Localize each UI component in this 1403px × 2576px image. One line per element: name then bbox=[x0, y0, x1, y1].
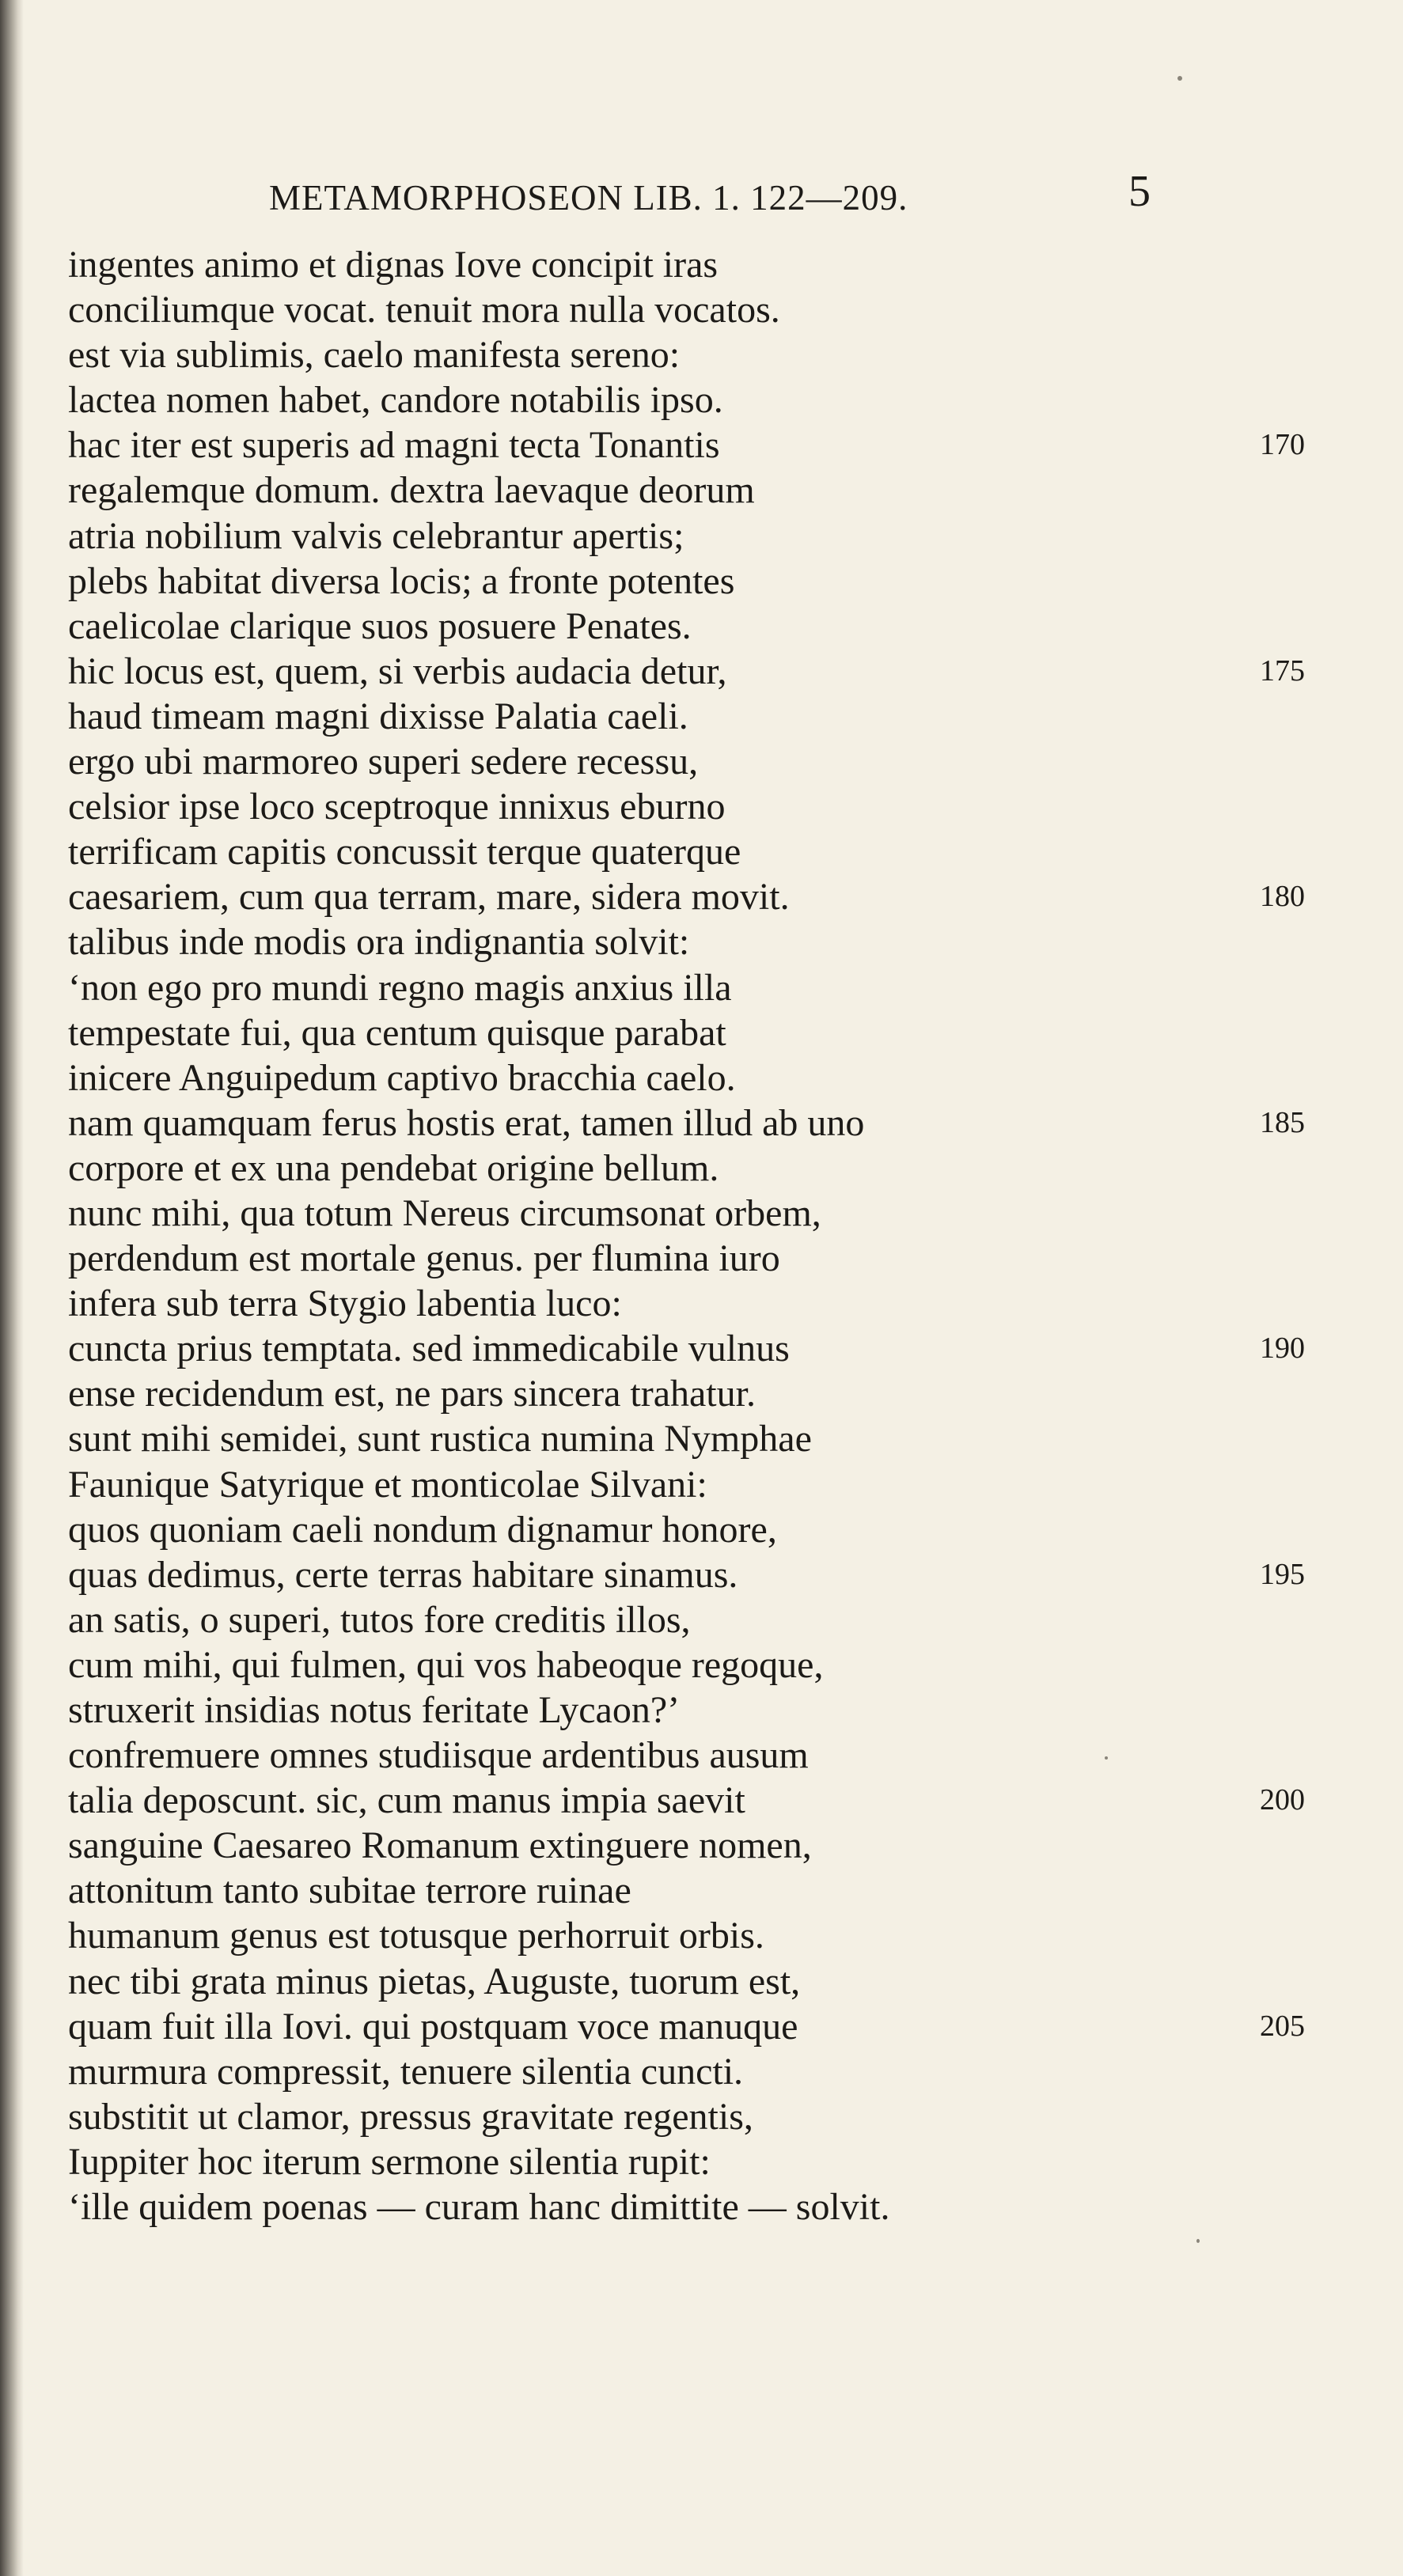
verse-text: ingentes animo et dignas Iove concipit iras bbox=[68, 244, 719, 286]
verse-line bbox=[68, 1733, 1303, 1778]
verse-text: confremuere omnes studiisque ardentibus ausum bbox=[68, 1734, 809, 1777]
verse-line bbox=[68, 559, 1303, 604]
verse-text: lactea nomen habet, candore notabilis ipso. bbox=[68, 379, 723, 422]
verse-line bbox=[68, 1100, 1303, 1146]
verse-text: quos quoniam caeli nondum dignamur honore, bbox=[68, 1508, 777, 1551]
verse-text: infera sub terra Stygio labentia luco: bbox=[68, 1282, 622, 1325]
poem-text bbox=[68, 242, 1303, 2229]
verse-text: humanum genus est totusque perhorruit orbis. bbox=[68, 1915, 764, 1957]
verse-line bbox=[68, 784, 1303, 829]
verse-line bbox=[68, 1868, 1303, 1913]
verse-line bbox=[68, 2139, 1303, 2184]
running-title: METAMORPHOSEON LIB. 1. 122—209. bbox=[269, 178, 908, 218]
verse-line bbox=[68, 965, 1303, 1010]
verse-line bbox=[68, 2184, 1303, 2229]
line-number: 200 bbox=[1260, 1783, 1305, 1817]
verse-line bbox=[68, 649, 1303, 694]
verse-line bbox=[68, 874, 1303, 919]
verse-text: talia deposcunt. sic, cum manus impia saevit bbox=[68, 1779, 745, 1822]
page-number: 5 bbox=[1128, 167, 1151, 216]
verse-line bbox=[68, 2049, 1303, 2094]
verse-text: terrificam capitis concussit terque quaterque bbox=[68, 831, 741, 873]
line-number: 185 bbox=[1260, 1105, 1305, 1139]
verse-text: Faunique Satyrique et monticolae Silvani: bbox=[68, 1463, 707, 1506]
verse-text: sunt mihi semidei, sunt rustica numina Nymphae bbox=[68, 1418, 812, 1460]
verse-text: struxerit insidias notus feritate Lycaon?’ bbox=[68, 1689, 681, 1731]
verse-line bbox=[68, 1913, 1303, 1958]
verse-line bbox=[68, 694, 1303, 739]
line-number: 175 bbox=[1260, 653, 1305, 688]
verse-text: caelicolae clarique suos posuere Penates. bbox=[68, 604, 692, 647]
verse-line bbox=[68, 1552, 1303, 1597]
verse-text: hac iter est superis ad magni tecta Tonantis bbox=[68, 424, 720, 467]
verse-line bbox=[68, 468, 1303, 513]
verse-text: cum mihi, qui fulmen, qui vos habeoque regoque, bbox=[68, 1643, 824, 1686]
verse-text: conciliumque vocat. tenuit mora nulla vocatos. bbox=[68, 289, 780, 331]
verse-text: Iuppiter hoc iterum sermone silentia rupit: bbox=[68, 2140, 711, 2183]
verse-text: ergo ubi marmoreo superi sedere recessu, bbox=[68, 741, 699, 783]
verse-text: cuncta prius temptata. sed immedicabile vulnus bbox=[68, 1328, 790, 1370]
verse-text: haud timeam magni dixisse Palatia caeli. bbox=[68, 695, 688, 737]
verse-line bbox=[68, 919, 1303, 964]
paper-speck bbox=[1196, 2239, 1200, 2243]
verse-line bbox=[68, 1823, 1303, 1868]
verse-line bbox=[68, 1010, 1303, 1055]
verse-text: substitit ut clamor, pressus gravitate regentis, bbox=[68, 2095, 753, 2138]
verse-line bbox=[68, 1371, 1303, 1416]
page-edge-shadow bbox=[0, 0, 24, 2576]
verse-text: hic locus est, quem, si verbis audacia detur, bbox=[68, 650, 727, 692]
verse-text: regalemque domum. dextra laevaque deorum bbox=[68, 469, 755, 512]
line-number: 170 bbox=[1260, 428, 1305, 462]
verse-line bbox=[68, 2094, 1303, 2139]
verse-text: corpore et ex una pendebat origine bellum. bbox=[68, 1146, 719, 1189]
verse-line bbox=[68, 1146, 1303, 1191]
verse-text: nec tibi grata minus pietas, Auguste, tuorum est, bbox=[68, 1960, 801, 2002]
verse-line bbox=[68, 1597, 1303, 1642]
verse-text: an satis, o superi, tutos fore creditis illos, bbox=[68, 1598, 691, 1641]
verse-line bbox=[68, 422, 1303, 468]
verse-text: atria nobilium valvis celebrantur apertis; bbox=[68, 514, 684, 557]
verse-text: murmura compressit, tenuere silentia cuncti. bbox=[68, 2050, 744, 2093]
verse-line bbox=[68, 1462, 1303, 1507]
verse-text: plebs habitat diversa locis; a fronte potentes bbox=[68, 559, 735, 602]
verse-line bbox=[68, 377, 1303, 422]
verse-line bbox=[68, 1236, 1303, 1281]
verse-line bbox=[68, 1191, 1303, 1236]
verse-text: attonitum tanto subitae terrore ruinae bbox=[68, 1869, 631, 1912]
verse-line bbox=[68, 1281, 1303, 1326]
paper-speck bbox=[1177, 76, 1182, 81]
verse-text: nam quamquam ferus hostis erat, tamen illud ab uno bbox=[68, 1101, 865, 1144]
verse-line bbox=[68, 1416, 1303, 1461]
verse-text: est via sublimis, caelo manifesta sereno: bbox=[68, 334, 681, 377]
verse-text: caesariem, cum qua terram, mare, sidera movit. bbox=[68, 876, 790, 919]
verse-text: quas dedimus, certe terras habitare sinamus. bbox=[68, 1553, 738, 1596]
line-number: 205 bbox=[1260, 2009, 1305, 2043]
verse-line bbox=[68, 1055, 1303, 1100]
verse-line bbox=[68, 513, 1303, 559]
verse-text: inicere Anguipedum captivo bracchia caelo. bbox=[68, 1056, 736, 1099]
verse-text: celsior ipse loco sceptroque innixus eburno bbox=[68, 786, 726, 828]
verse-line bbox=[68, 829, 1303, 874]
line-number: 180 bbox=[1260, 880, 1305, 914]
line-number: 195 bbox=[1260, 1557, 1305, 1591]
verse-line bbox=[68, 1507, 1303, 1552]
verse-line bbox=[68, 1642, 1303, 1688]
verse-text: tempestate fui, qua centum quisque parabat bbox=[68, 1011, 726, 1054]
verse-text: quam fuit illa Iovi. qui postquam voce manuque bbox=[68, 2005, 798, 2048]
verse-line bbox=[68, 332, 1303, 377]
verse-line bbox=[68, 1326, 1303, 1371]
verse-line bbox=[68, 739, 1303, 784]
verse-text: talibus inde modis ora indignantia solvit: bbox=[68, 921, 690, 964]
verse-text: sanguine Caesareo Romanum extinguere nomen, bbox=[68, 1824, 812, 1867]
line-number: 190 bbox=[1260, 1332, 1305, 1366]
verse-text: ‘ille quidem poenas — curam hanc dimittite — solvit. bbox=[68, 2186, 890, 2229]
verse-line bbox=[68, 287, 1303, 332]
verse-line bbox=[68, 1778, 1303, 1823]
verse-line bbox=[68, 1688, 1303, 1733]
verse-line bbox=[68, 604, 1303, 649]
running-header bbox=[0, 166, 1403, 229]
verse-line bbox=[68, 1959, 1303, 2004]
verse-line bbox=[68, 2004, 1303, 2049]
verse-text: ense recidendum est, ne pars sincera trahatur. bbox=[68, 1373, 756, 1415]
verse-text: nunc mihi, qua totum Nereus circumsonat orbem, bbox=[68, 1191, 821, 1234]
verse-text: ‘non ego pro mundi regno magis anxius illa bbox=[68, 966, 732, 1009]
verse-text: perdendum est mortale genus. per flumina iuro bbox=[68, 1237, 780, 1280]
verse-line bbox=[68, 242, 1303, 287]
